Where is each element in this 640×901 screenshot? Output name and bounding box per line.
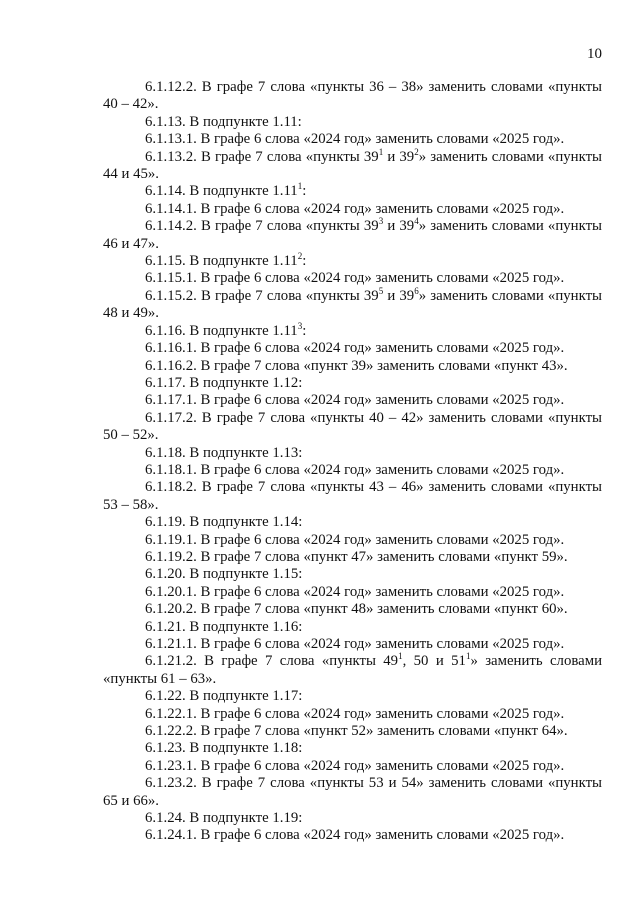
paragraph: 6.1.17.1. В графе 6 слова «2024 год» заменить словами «2025 год». xyxy=(145,392,565,409)
paragraph: 6.1.15.2. В графе 7 слова «пункты $39^5$ и $39^6$» заменить словами «пункты 48 и 49». xyxy=(103,285,602,322)
paragraph: 6.1.17.2. В графе 7 слова «пункты 40 – 42» заменить словами «пункты 50 – 52». xyxy=(103,409,602,444)
paragraph: 6.1.13.1. В графе 6 слова «2024 год» заменить словами «2025 год». xyxy=(145,131,565,148)
superscript: 1 xyxy=(398,651,403,662)
paragraph: 6.1.21.2. В графе 7 слова «пункты $49^1$, 50 и $51^1$» заменить словами «пункты 61 – 63». xyxy=(103,651,602,687)
paragraph: 6.1.14.2. В графе 7 слова «пункты $39^3$ и $39^4$» заменить словами «пункты 46 и 47». xyxy=(103,216,602,252)
paragraph: 6.1.13.2. В графе 7 слова «пункты $39^1$ и $39^2$» заменить словами «пункты 44 и 45». xyxy=(103,146,602,183)
paragraph: 6.1.18.2. В графе 7 слова «пункты 43 – 46» заменить словами «пункты 53 – 58». xyxy=(103,479,602,513)
superscript: 1 xyxy=(378,146,384,157)
paragraph: 6.1.14.1. В графе 6 слова «2024 год» заменить словами «2025 год». xyxy=(145,200,565,217)
paragraph: 6.1.16. В подпункте 1.11$^3$: xyxy=(145,320,307,339)
paragraph: 6.1.18.1. В графе 6 слова «2024 год» заменить словами «2025 год». xyxy=(145,461,565,478)
superscript: 1 xyxy=(465,651,471,662)
paragraph: 6.1.23. В подпункте 1.18: xyxy=(145,740,303,757)
paragraph: 6.1.17. В подпункте 1.12: xyxy=(145,374,303,391)
document-body xyxy=(103,79,602,845)
paragraph: 6.1.15.1. В графе 6 слова «2024 год» заменить словами «2025 год». xyxy=(145,270,565,287)
paragraph: 6.1.19.1. В графе 6 слова «2024 год» заменить словами «2025 год». xyxy=(145,531,565,548)
superscript: 3 xyxy=(297,320,303,331)
paragraph: 6.1.16.2. В графе 7 слова «пункт 39» заменить словами «пункт 43». xyxy=(145,357,568,374)
paragraph: 6.1.16.1. В графе 6 слова «2024 год» заменить словами «2025 год». xyxy=(145,340,565,357)
paragraph: 6.1.21. В подпункте 1.16: xyxy=(145,618,303,635)
page-number: 10 xyxy=(587,46,602,62)
paragraph: 6.1.19. В подпункте 1.14: xyxy=(145,514,303,531)
paragraph: 6.1.14. В подпункте 1.11$^1$: xyxy=(145,181,307,200)
paragraph: 6.1.24.1. В графе 6 слова «2024 год» заменить словами «2025 год». xyxy=(145,827,565,844)
paragraph: 6.1.20.1. В графе 6 слова «2024 год» заменить словами «2025 год». xyxy=(145,583,565,600)
paragraph: 6.1.23.2. В графе 7 слова «пункты 53 и 54» заменить словами «пункты 65 и 66». xyxy=(103,775,602,809)
paragraph: 6.1.12.2. В графе 7 слова «пункты 36 – 38» заменить словами «пункты 40 – 42». xyxy=(103,79,602,113)
superscript: 1 xyxy=(297,181,303,192)
paragraph: 6.1.13. В подпункте 1.11: xyxy=(145,113,302,130)
paragraph: 6.1.22.1. В графе 6 слова «2024 год» заменить словами «2025 год». xyxy=(145,705,565,722)
paragraph: 6.1.22. В подпункте 1.17: xyxy=(145,688,303,705)
superscript: 2 xyxy=(297,251,303,262)
paragraph: 6.1.22.2. В графе 7 слова «пункт 52» заменить словами «пункт 64». xyxy=(145,723,568,740)
superscript: 3 xyxy=(378,216,384,227)
superscript: 4 xyxy=(414,216,419,227)
superscript: 2 xyxy=(414,146,419,157)
paragraph: 6.1.15. В подпункте 1.11$^2$: xyxy=(145,251,307,270)
superscript: 5 xyxy=(378,285,384,296)
paragraph: 6.1.20. В подпункте 1.15: xyxy=(145,566,303,583)
superscript: 6 xyxy=(414,285,419,296)
paragraph: 6.1.18. В подпункте 1.13: xyxy=(145,444,303,461)
paragraph: 6.1.19.2. В графе 7 слова «пункт 47» заменить словами «пункт 59». xyxy=(145,548,568,565)
paragraph: 6.1.23.1. В графе 6 слова «2024 год» заменить словами «2025 год». xyxy=(145,757,565,774)
paragraph: 6.1.24. В подпункте 1.19: xyxy=(145,810,303,827)
paragraph: 6.1.21.1. В графе 6 слова «2024 год» заменить словами «2025 год». xyxy=(145,636,565,652)
paragraph: 6.1.20.2. В графе 7 слова «пункт 48» заменить словами «пункт 60». xyxy=(145,601,568,618)
